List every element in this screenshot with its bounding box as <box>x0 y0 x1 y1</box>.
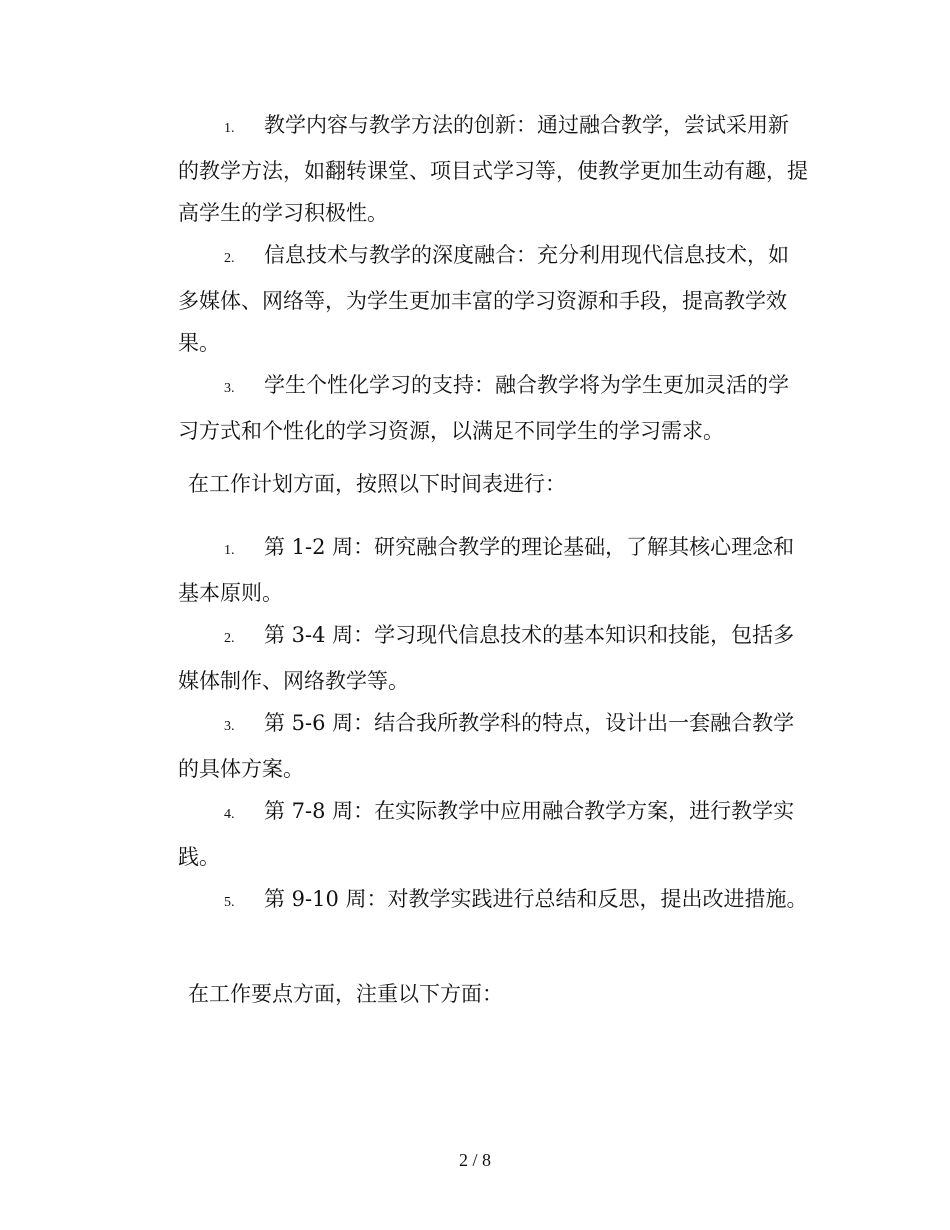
list-item-text: 学生个性化学习的支持：融合教学将为学生更加灵活的学习方式和个性化的学习资源，以满足不同学生的学习需求。 <box>178 373 789 443</box>
list-number: 2. <box>224 631 235 646</box>
list-number: 4. <box>224 807 235 822</box>
schedule-list <box>178 526 808 924</box>
list-item <box>178 526 808 614</box>
list-number: 5. <box>224 895 235 910</box>
list-item <box>178 614 808 702</box>
page-number: 2 / 8 <box>458 1150 491 1170</box>
list-item-text: 信息技术与教学的深度融合：充分利用现代信息技术，如多媒体、网络等，为学生更加丰富的学习资源和手段，提高教学效果。 <box>178 243 789 355</box>
plan-intro-paragraph: 在工作计划方面，按照以下时间表进行： <box>188 472 566 496</box>
list-item-text: 第 3-4 周：学习现代信息技术的基本知识和技能，包括多媒体制作、网络教学等。 <box>178 623 795 693</box>
list-item-text: 教学内容与教学方法的创新：通过融合教学，尝试采用新的教学方法，如翻转课堂、项目式学习等，使教学更加生动有趣，提高学生的学习积极性。 <box>178 113 808 225</box>
list-number: 1. <box>224 121 235 136</box>
list-item <box>178 878 808 924</box>
list-item <box>178 104 808 234</box>
list-item-text: 第 9-10 周：对教学实践进行总结和反思，提出改进措施。 <box>264 887 808 911</box>
list-item-text: 第 1-2 周：研究融合教学的理论基础，了解其核心理念和基本原则。 <box>178 535 795 605</box>
goals-list <box>178 104 808 452</box>
list-item <box>178 364 808 452</box>
points-intro-paragraph: 在工作要点方面，注重以下方面： <box>188 982 503 1006</box>
list-item <box>178 702 808 790</box>
list-item-text: 第 5-6 周：结合我所教学科的特点，设计出一套融合教学的具体方案。 <box>178 711 795 781</box>
list-item-text: 第 7-8 周：在实际教学中应用融合教学方案，进行教学实践。 <box>178 799 795 869</box>
list-number: 3. <box>224 381 235 396</box>
list-number: 3. <box>224 719 235 734</box>
list-item <box>178 790 808 878</box>
list-item <box>178 234 808 364</box>
list-number: 1. <box>224 543 235 558</box>
list-number: 2. <box>224 251 235 266</box>
